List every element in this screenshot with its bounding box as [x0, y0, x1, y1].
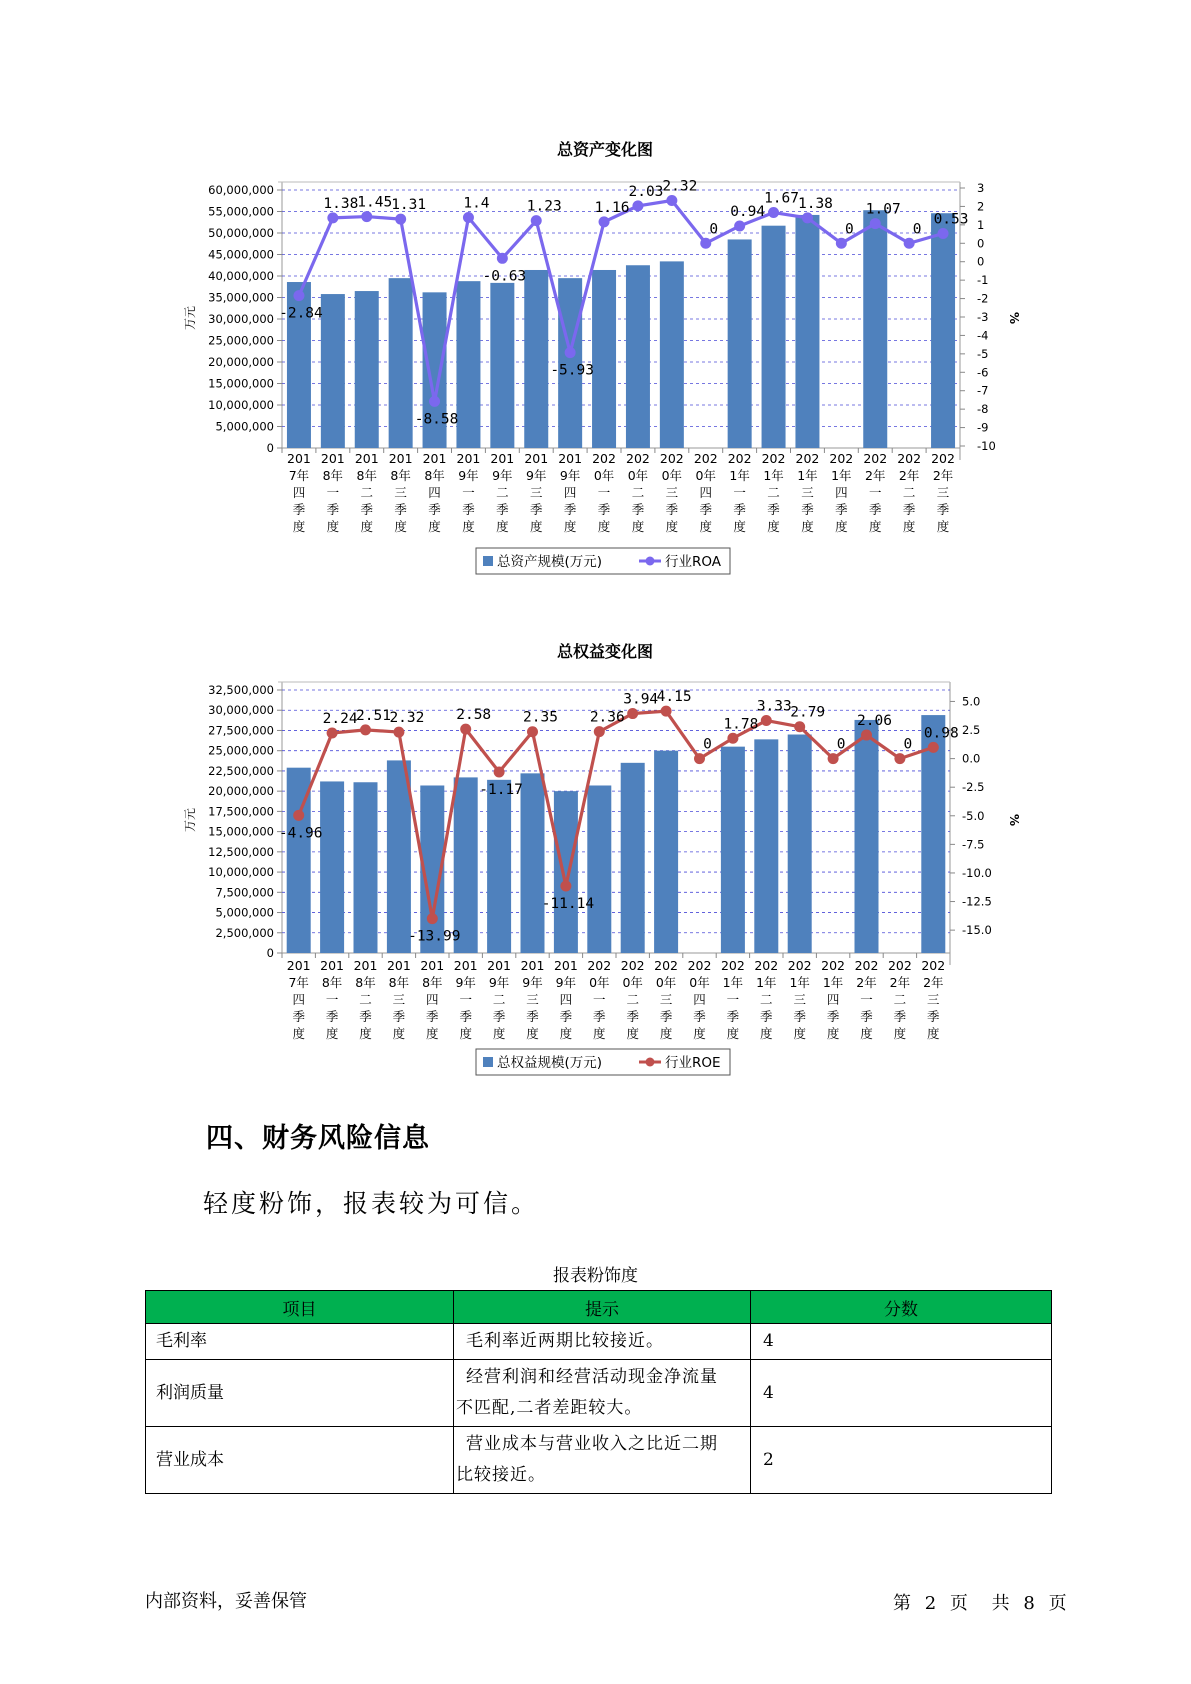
x-tick-label: 201 8年四季度	[422, 451, 447, 534]
y2-tick-label: 3	[977, 181, 985, 195]
y-tick-label: 10,000,000	[208, 865, 274, 880]
line-point	[393, 727, 404, 738]
section-heading: 四、财务风险信息	[206, 1123, 430, 1154]
line-point	[327, 727, 338, 738]
y2-tick-label: -7.5	[962, 837, 985, 852]
y-tick-label: 20,000,000	[208, 784, 274, 799]
row-hint-line2: 比较接近。	[456, 1465, 546, 1485]
data-label: 2.79	[790, 704, 826, 721]
data-label: 2.32	[662, 178, 698, 195]
table-row	[146, 1324, 1052, 1360]
chart-title: 总资产变化图	[556, 140, 654, 159]
line-point	[361, 211, 372, 222]
bar	[660, 261, 684, 448]
data-label: 2.24	[322, 710, 358, 727]
x-tick-label: 201 8年三季度	[388, 451, 413, 534]
data-label: -1.17	[479, 781, 523, 798]
total-equity-chart	[0, 600, 1191, 1100]
x-tick-label: 202 1年一季度	[727, 451, 752, 534]
line-point	[293, 290, 304, 301]
x-tick-label: 201 7年四季度	[287, 451, 311, 534]
x-tick-label: 201 9年二季度	[487, 958, 512, 1041]
data-label: -8.58	[414, 411, 459, 428]
bar	[524, 270, 548, 448]
y-tick-label: 15,000,000	[208, 376, 274, 391]
y-tick-label: 30,000,000	[208, 703, 274, 718]
row-hint	[454, 1427, 751, 1494]
data-label: 4.15	[656, 689, 692, 706]
line-point	[360, 724, 371, 735]
footer-total-suffix: 页	[1048, 1593, 1067, 1614]
row-score: 2	[751, 1427, 1052, 1494]
footer-page-mid: 页	[949, 1593, 968, 1614]
bar	[721, 747, 745, 953]
y2-tick-label: -12.5	[962, 894, 992, 909]
data-label: 2.35	[523, 709, 558, 726]
line-point	[429, 396, 440, 407]
y2-tick-label: -4	[977, 328, 989, 343]
data-label: 1.45	[357, 194, 393, 211]
x-tick-label: 202 1年四季度	[821, 958, 846, 1041]
bar	[454, 777, 478, 953]
line-point	[594, 726, 605, 737]
row-hint	[454, 1360, 751, 1427]
footer-total-pages: 8	[1023, 1593, 1035, 1614]
legend-bar-label: 总权益规模(万元)	[497, 1055, 603, 1071]
bar	[321, 294, 345, 448]
y2-tick-label: -6	[977, 365, 989, 380]
bar	[626, 265, 650, 448]
line-point	[928, 742, 939, 753]
row-score: 4	[751, 1324, 1052, 1360]
line-point	[700, 238, 711, 249]
x-tick-label: 202 1年二季度	[754, 958, 779, 1041]
line-point	[463, 212, 474, 223]
line-point	[666, 195, 677, 206]
line-point	[734, 220, 745, 231]
y-tick-label: 45,000,000	[208, 247, 274, 262]
data-label: -11.14	[541, 895, 595, 912]
data-label: 0	[836, 736, 846, 753]
x-tick-label: 202 0年二季度	[620, 958, 645, 1041]
y-tick-label: 32,500,000	[208, 683, 274, 697]
x-tick-label: 202 2年三季度	[921, 958, 946, 1041]
legend-line-label: 行业ROE	[665, 1055, 721, 1071]
legend-bar-swatch	[483, 556, 493, 566]
y2-tick-label: -3	[977, 310, 989, 324]
y2-tick-label: -8	[977, 402, 989, 417]
data-label: 1.07	[865, 201, 901, 218]
header-hint: 提示	[454, 1291, 751, 1324]
footer-confidential: 内部资料，妥善保管	[145, 1591, 307, 1612]
table-header-row	[146, 1291, 1052, 1324]
y2-tick-label: -5	[977, 346, 989, 361]
line-point	[632, 200, 643, 211]
line-point	[627, 708, 638, 719]
data-label: 1.16	[594, 199, 630, 216]
data-label: -13.99	[408, 928, 461, 945]
footer-page-current: 2	[924, 1593, 937, 1614]
data-label: 3.94	[623, 691, 659, 708]
bar	[754, 739, 778, 953]
data-label: 2.58	[456, 707, 492, 724]
header-item: 项目	[146, 1291, 454, 1324]
line-point	[802, 212, 813, 223]
y2-tick-label: -7	[977, 383, 989, 398]
row-hint-line1: 经营利润和经营活动现金净流量	[466, 1367, 718, 1387]
x-tick-label: 201 8年二季度	[354, 451, 379, 534]
y-tick-label: 40,000,000	[208, 269, 274, 283]
y2-axis-title: %	[1007, 813, 1021, 827]
line-point	[938, 228, 949, 239]
bar	[487, 780, 511, 953]
line-point	[894, 753, 905, 764]
y-tick-label: 30,000,000	[208, 312, 274, 326]
y-tick-label: 25,000,000	[208, 743, 274, 758]
bar	[931, 213, 955, 448]
y-tick-label: 17,500,000	[208, 804, 274, 819]
y-tick-label: 2,500,000	[215, 925, 274, 940]
x-tick-label: 202 0年三季度	[654, 958, 679, 1041]
line-point	[661, 706, 672, 717]
bar	[654, 751, 678, 953]
y2-tick-label: 2	[977, 199, 985, 214]
x-tick-label: 202 1年四季度	[829, 451, 854, 534]
y2-tick-label: -1	[977, 273, 989, 288]
total-assets-chart-svg	[0, 0, 1191, 600]
chart-title: 总权益变化图	[556, 642, 654, 661]
x-tick-label: 201 8年一季度	[320, 451, 345, 534]
x-tick-label: 201 8年二季度	[353, 958, 378, 1041]
data-label: 1.4	[463, 195, 490, 212]
bar	[621, 763, 645, 953]
line-point	[293, 810, 304, 821]
y-tick-label: 10,000,000	[208, 398, 274, 412]
bar	[863, 210, 887, 448]
table-caption: 报表粉饰度	[553, 1266, 638, 1286]
y-tick-label: 25,000,000	[208, 333, 274, 348]
x-tick-label: 202 0年一季度	[592, 451, 616, 534]
bar	[855, 720, 879, 953]
row-item: 营业成本	[146, 1427, 454, 1494]
x-tick-label: 201 7年四季度	[286, 958, 311, 1041]
x-tick-label: 201 8年三季度	[386, 958, 411, 1041]
y2-tick-label: -10.0	[962, 865, 992, 880]
legend-bar-swatch	[483, 1057, 493, 1067]
y2-tick-label: 0	[977, 236, 985, 251]
line-point	[527, 726, 538, 737]
y-tick-label: 15,000,000	[208, 824, 274, 839]
bar	[355, 291, 379, 448]
data-label: -0.63	[482, 268, 527, 285]
x-tick-label: 201 8年四季度	[420, 958, 445, 1041]
line-point	[494, 766, 505, 777]
y2-tick-label: 1	[977, 217, 985, 232]
total-assets-chart	[0, 0, 1191, 600]
data-label: 0	[903, 736, 913, 753]
row-item: 毛利率	[146, 1324, 454, 1360]
header-score: 分数	[751, 1291, 1052, 1324]
x-tick-label: 202 0年四季度	[687, 958, 712, 1041]
x-tick-label: 202 1年三季度	[795, 451, 820, 534]
data-label: 0	[709, 221, 719, 238]
table-row	[146, 1427, 1052, 1494]
bar	[762, 226, 786, 448]
y-tick-label: 60,000,000	[208, 183, 274, 197]
data-label: 1.23	[526, 198, 562, 215]
data-label: 1.78	[723, 716, 759, 733]
y-tick-label: 7,500,000	[215, 885, 274, 900]
line-point	[565, 347, 576, 358]
data-label: 1.38	[323, 195, 359, 212]
y-tick-label: 50,000,000	[208, 226, 274, 240]
legend-line-marker	[646, 1058, 655, 1067]
row-item: 利润质量	[146, 1360, 454, 1427]
y-tick-label: 55,000,000	[208, 204, 274, 219]
x-tick-label: 202 1年一季度	[720, 958, 745, 1041]
total-equity-chart-svg	[0, 600, 1191, 1100]
x-tick-label: 202 0年一季度	[587, 958, 612, 1041]
x-tick-label: 201 9年三季度	[520, 958, 545, 1041]
data-label: 2.32	[389, 710, 425, 727]
line-point	[836, 238, 847, 249]
y2-tick-label: 0	[977, 254, 985, 269]
x-tick-label: 202 2年一季度	[854, 958, 879, 1041]
y2-tick-label: 2.5	[962, 723, 981, 738]
bar	[587, 785, 611, 953]
x-tick-label: 202 0年四季度	[693, 451, 718, 534]
line-point	[870, 218, 881, 229]
line-point	[828, 753, 839, 764]
risk-summary: 轻度粉饰，报表较为可信。	[203, 1189, 540, 1218]
data-label: -4.96	[278, 825, 323, 842]
data-label: 0.94	[730, 203, 766, 220]
bar	[387, 760, 411, 953]
y2-tick-label: -2.5	[962, 780, 985, 795]
footer-page-prefix: 第	[893, 1593, 911, 1614]
legend-line-label: 行业ROA	[665, 554, 722, 570]
x-tick-label: 201 9年三季度	[524, 451, 549, 534]
x-tick-label: 201 8年一季度	[320, 958, 345, 1041]
y-tick-label: 0	[266, 946, 274, 960]
x-tick-label: 201 9年四季度	[558, 451, 583, 534]
bar	[788, 735, 812, 953]
x-tick-label: 201 9年二季度	[490, 451, 515, 534]
y-tick-label: 12,500,000	[208, 844, 274, 859]
x-tick-label: 202 2年二季度	[897, 451, 922, 534]
data-label: 1.67	[764, 190, 800, 207]
bar	[320, 781, 344, 953]
line-point	[460, 724, 471, 735]
data-label: 1.38	[797, 195, 833, 212]
data-label: 0.98	[923, 725, 959, 742]
y-tick-label: 27,500,000	[208, 723, 274, 738]
y-tick-label: 0	[266, 441, 274, 455]
data-label: -2.84	[279, 305, 323, 322]
line-point	[694, 753, 705, 764]
line-point	[327, 212, 338, 223]
line-point	[761, 715, 772, 726]
line-point	[861, 730, 872, 741]
bar	[592, 270, 616, 448]
y2-tick-label: 5.0	[962, 694, 981, 709]
x-tick-label: 202 1年三季度	[787, 958, 812, 1041]
line-point	[727, 733, 738, 744]
data-label: -5.93	[550, 362, 594, 379]
line-point	[531, 215, 542, 226]
x-tick-label: 201 9年一季度	[456, 451, 481, 534]
line-point	[560, 880, 571, 891]
whitewash-table	[145, 1290, 1052, 1494]
row-hint	[454, 1324, 751, 1360]
y-tick-label: 20,000,000	[208, 355, 274, 369]
y-tick-label: 5,000,000	[215, 419, 274, 434]
bar	[389, 278, 413, 448]
data-label: 2.51	[356, 707, 391, 724]
x-tick-label: 202 2年一季度	[863, 451, 888, 534]
line-point	[794, 721, 805, 732]
bar	[354, 782, 378, 953]
data-label: 3.33	[756, 698, 792, 715]
y-tick-label: 5,000,000	[215, 905, 274, 920]
bar	[490, 283, 514, 448]
y2-tick-label: -10	[977, 439, 996, 453]
y2-axis-title: %	[1007, 311, 1021, 325]
data-label: 0	[912, 221, 922, 238]
y-axis-title: 万元	[183, 807, 197, 833]
legend-line-marker	[646, 557, 655, 566]
y2-tick-label: 0.0	[962, 751, 981, 766]
y2-tick-label: -5.0	[962, 808, 985, 823]
bar	[795, 215, 819, 448]
row-score: 4	[751, 1360, 1052, 1427]
y2-tick-label: -9	[977, 420, 989, 435]
y-axis-title: 万元	[183, 305, 197, 331]
data-label: 2.36	[589, 709, 625, 726]
x-tick-label: 201 9年一季度	[453, 958, 478, 1041]
footer-page-number	[893, 1589, 1067, 1615]
x-tick-label: 202 1年二季度	[761, 451, 786, 534]
row-hint-line1: 毛利率近两期比较接近。	[466, 1331, 664, 1351]
row-hint-line2: 不匹配,二者差距较大。	[456, 1398, 643, 1418]
data-label: 2.03	[628, 183, 664, 200]
table-row	[146, 1360, 1052, 1427]
bar	[554, 791, 578, 953]
x-tick-label: 201 9年四季度	[553, 958, 578, 1041]
y2-tick-label: -2	[977, 291, 989, 306]
data-label: 0.53	[933, 211, 969, 228]
legend-bar-label: 总资产规模(万元)	[497, 554, 603, 570]
footer-total-prefix: 共	[991, 1593, 1010, 1614]
line-point	[599, 216, 610, 227]
line-point	[427, 913, 438, 924]
line-point	[768, 207, 779, 218]
y-tick-label: 22,500,000	[208, 763, 274, 778]
x-tick-label: 202 2年二季度	[887, 958, 912, 1041]
y2-tick-label: -15.0	[962, 923, 992, 938]
x-tick-label: 202 2年三季度	[931, 451, 955, 534]
bar	[521, 773, 545, 953]
y-tick-label: 35,000,000	[208, 290, 274, 305]
data-label: 2.06	[857, 713, 892, 730]
x-tick-label: 202 0年二季度	[626, 451, 650, 534]
data-label: 0	[703, 736, 712, 753]
line-point	[904, 238, 915, 249]
bar	[456, 281, 480, 448]
x-tick-label: 202 0年三季度	[659, 451, 684, 534]
data-label: 1.31	[391, 197, 427, 214]
line-point	[395, 214, 406, 225]
line-point	[497, 253, 508, 264]
data-label: 0	[844, 221, 854, 238]
bar	[728, 239, 752, 448]
row-hint-line1: 营业成本与营业收入之比近二期	[466, 1434, 718, 1454]
